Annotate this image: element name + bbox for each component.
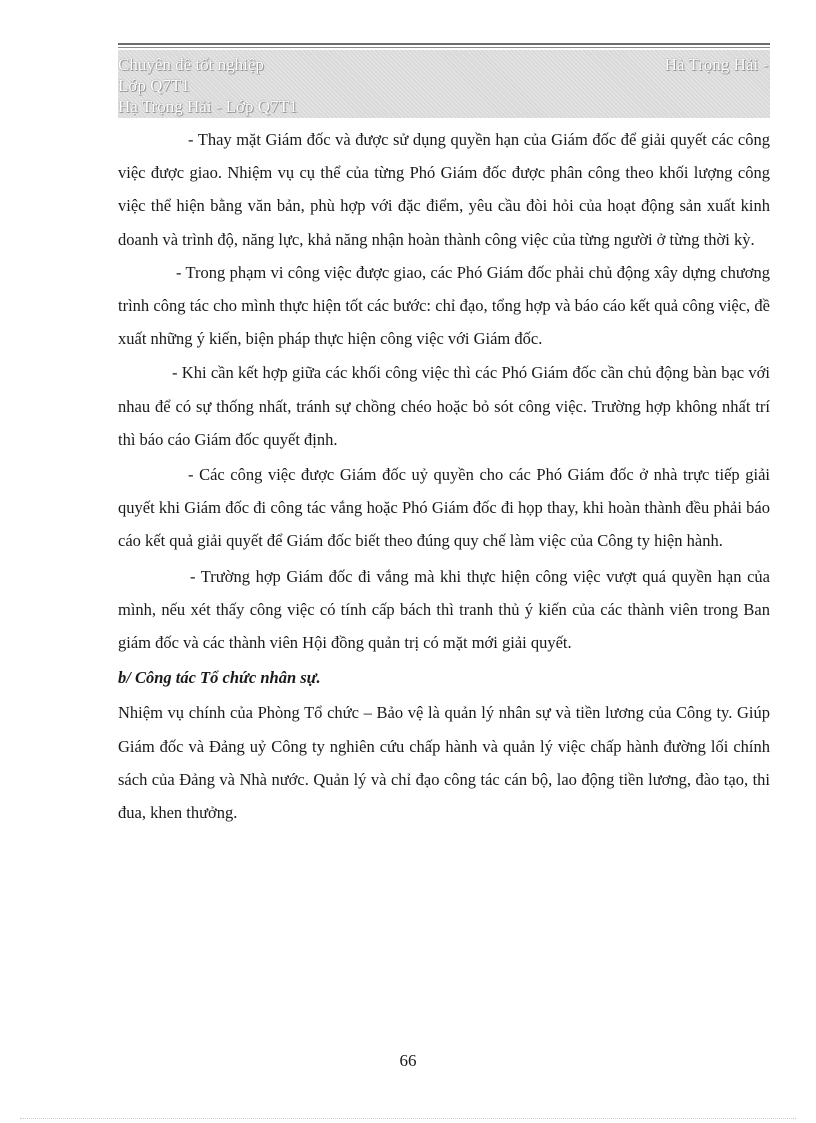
body-paragraph: - Các công việc được Giám đốc uỷ quyền cho các Phó Giám đốc ở nhà trực tiếp giải quyết khi Giám đốc đi công tác vắng hoặc Phó Giám đốc đi họp thay, khi hoàn thành đều phải báo cáo kết quả giải quyết để Giám đốc biết theo đúng quy chế làm việc của Công ty hiện hành.: [118, 465, 770, 551]
header-class: Lớp Q7T1: [118, 76, 190, 95]
page-bottom-divider: [20, 1118, 796, 1119]
page-number: 66: [399, 1051, 417, 1070]
body-paragraph: - Trong phạm vi công việc được giao, các Phó Giám đốc phải chủ động xây dựng chương trình công tác cho mình thực hiện tốt các bước: chỉ đạo, tổng hợp và báo cáo kết quả công việc, đề xuất những ý kiến, biện pháp thực hiện công việc với Giám đốc.: [118, 262, 770, 349]
header-top-rule: [118, 43, 770, 45]
body-paragraph: - Thay mặt Giám đốc và được sử dụng quyền hạn của Giám đốc để giải quyết các công việc được giao. Nhiệm vụ cụ thể của từng Phó Giám đốc được phân công theo khối lượng công việc thể hiện bằng văn bản, phù hợp với đặc điểm, yêu cầu đòi hỏi của hoạt động sản xuất kinh doanh và trình độ, năng lực, khả năng nhận hoàn thành công việc của từng người ở từng thời kỳ.: [118, 130, 770, 249]
body-paragraph: - Khi cần kết hợp giữa các khối công việc thì các Phó Giám đốc cần chủ động bàn bạc với nhau để có sự thống nhất, tránh sự chồng chéo hoặc bỏ sót công việc. Trường hợp không nhất trí thì báo cáo Giám đốc quyết định.: [118, 363, 770, 449]
body-paragraph: - Trường hợp Giám đốc đi vắng mà khi thực hiện công việc vượt quá quyền hạn của mình, nếu xét thấy công việc có tính cấp bách thì tranh thủ ý kiến của các thành viên trong Ban giám đốc và các thành viên Hội đồng quản trị có mặt mới giải quyết.: [118, 566, 770, 653]
page-header: [118, 50, 770, 118]
document-body: [118, 123, 770, 829]
header-author-class: Hạ Trọng Hải - Lớp Q7T1: [118, 97, 298, 116]
header-top-rule-secondary: [118, 47, 770, 48]
section-heading: b/ Công tác Tổ chức nhân sự.: [118, 668, 321, 688]
header-author: Hà Trọng Hải -: [664, 55, 768, 74]
section-paragraph: Nhiệm vụ chính của Phòng Tổ chức – Bảo vệ là quản lý nhân sự và tiền lương của Công ty. Giúp Giám đốc và Đảng uỷ Công ty nghiên cứu chấp hành và quản lý việc chấp hành đường lối chính sách của Đảng và Nhà nước. Quản lý và chỉ đạo công tác cán bộ, lao động tiền lương, đào tạo, thi đua, khen thưởng.: [118, 703, 770, 823]
header-document-title: Chuyên đề tốt nghiệp: [118, 55, 264, 74]
